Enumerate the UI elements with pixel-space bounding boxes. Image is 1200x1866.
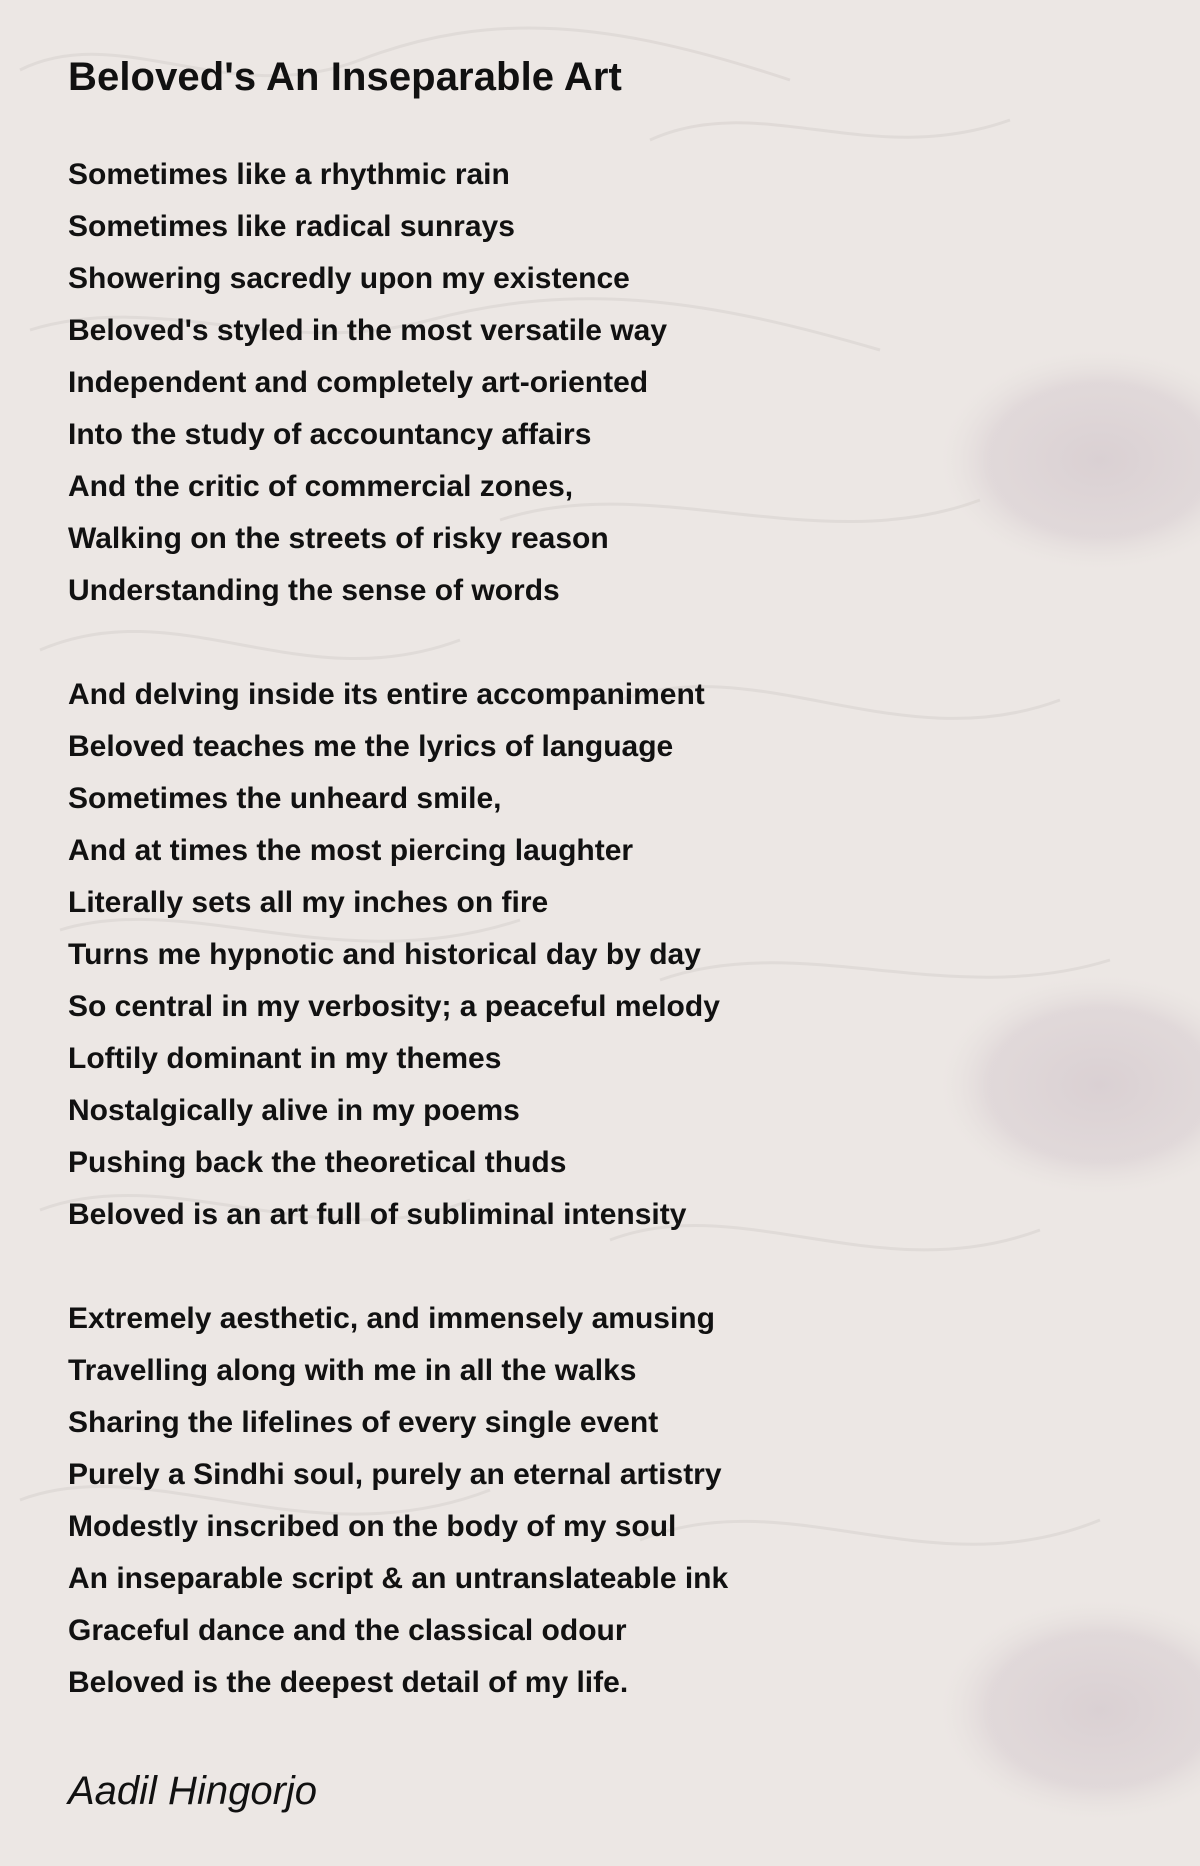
stanza-3 [68,1293,968,1709]
poem-line: Graceful dance and the classical odour [68,1614,627,1647]
poem-line: Beloved is the deepest detail of my life. [68,1666,629,1699]
poem-body [68,149,968,1761]
poem-line: Beloved is an art full of subliminal intensity [68,1198,687,1231]
poem-line: Nostalgically alive in my poems [68,1094,520,1127]
poem-line: Extremely aesthetic, and immensely amusing [68,1302,715,1335]
poem-line: And the critic of commercial zones, [68,470,574,503]
poem-line: Pushing back the theoretical thuds [68,1146,567,1179]
poem-line: Beloved teaches me the lyrics of language [68,730,674,763]
poem-line: Beloved's styled in the most versatile way [68,314,668,347]
poem-line: Literally sets all my inches on fire [68,886,549,919]
poem-line: And at times the most piercing laughter [68,834,634,867]
poem-line: And delving inside its entire accompaniment [68,678,705,711]
poem-author: Aadil Hingorjo [68,1769,318,1813]
poem-line: Modestly inscribed on the body of my soul [68,1510,677,1543]
stanza-2 [68,669,968,1241]
stanza-1 [68,149,968,617]
poem-line: So central in my verbosity; a peaceful melody [68,990,720,1023]
poem-line: Showering sacredly upon my existence [68,262,630,295]
poem-line: Sometimes the unheard smile, [68,782,502,815]
poem-title: Beloved's An Inseparable Art [68,55,622,99]
poem-line: Turns me hypnotic and historical day by day [68,938,701,971]
poem-line: Into the study of accountancy affairs [68,418,592,451]
poem-line: Travelling along with me in all the walks [68,1354,637,1387]
poem-line: Loftily dominant in my themes [68,1042,502,1075]
poem-line: Sometimes like radical sunrays [68,210,515,243]
poem-line: Walking on the streets of risky reason [68,522,609,555]
poem-line: Sharing the lifelines of every single event [68,1406,659,1439]
poem-line: Sometimes like a rhythmic rain [68,158,510,191]
poem-line: An inseparable script & an untranslateable ink [68,1562,729,1595]
poem-line: Purely a Sindhi soul, purely an eternal artistry [68,1458,722,1491]
poem-line: Understanding the sense of words [68,574,560,607]
poem-line: Independent and completely art-oriented [68,366,649,399]
